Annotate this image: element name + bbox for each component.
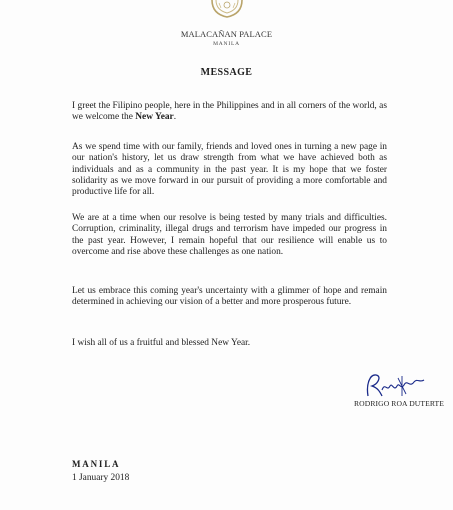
date-line: 1 January 2018 <box>72 473 130 483</box>
presidential-seal-icon <box>210 0 244 18</box>
new-year-bold: New Year <box>135 112 174 123</box>
page-title: MESSAGE <box>200 67 253 78</box>
handwritten-signature <box>362 370 426 400</box>
place-line: MANILA <box>72 459 121 469</box>
office-city: MANILA <box>213 41 240 47</box>
paragraph-challenges: We are at a time when our resolve is being tested by many trials and difficulties. Corruption, criminality, illegal drugs and terrorism have impeded our progress in the past year. However, I remain hopeful that our resilience will enable us to overcome and rise above these challenges as one nation. <box>72 213 387 257</box>
paragraph-hope: Let us embrace this coming year's uncertainty with a glimmer of hope and remain determined in achieving our vision of a better and more prosperous future. <box>72 286 387 308</box>
office-name: MALACAÑAN PALACE <box>180 29 273 39</box>
paragraph-greeting <box>72 101 387 124</box>
greeting-text: I greet the Filipino people, here in the Philippines and in all corners of the world, as we welcome the <box>72 101 387 123</box>
paragraph-wishes: I wish all of us a fruitful and blessed New Year. <box>72 338 251 348</box>
signatory-name: RODRIGO ROA DUTERTE <box>354 399 445 408</box>
greeting-end: . <box>173 112 177 123</box>
paragraph-solidarity: As we spend time with our family, friends and loved ones in turning a new page in our nation's history, let us draw strength from what we have achieved both as individuals and as a community in the past year. It is my hope that we foster solidarity as we move forward in our pursuit of providing a more comfortable and productive life for all. <box>72 142 387 198</box>
